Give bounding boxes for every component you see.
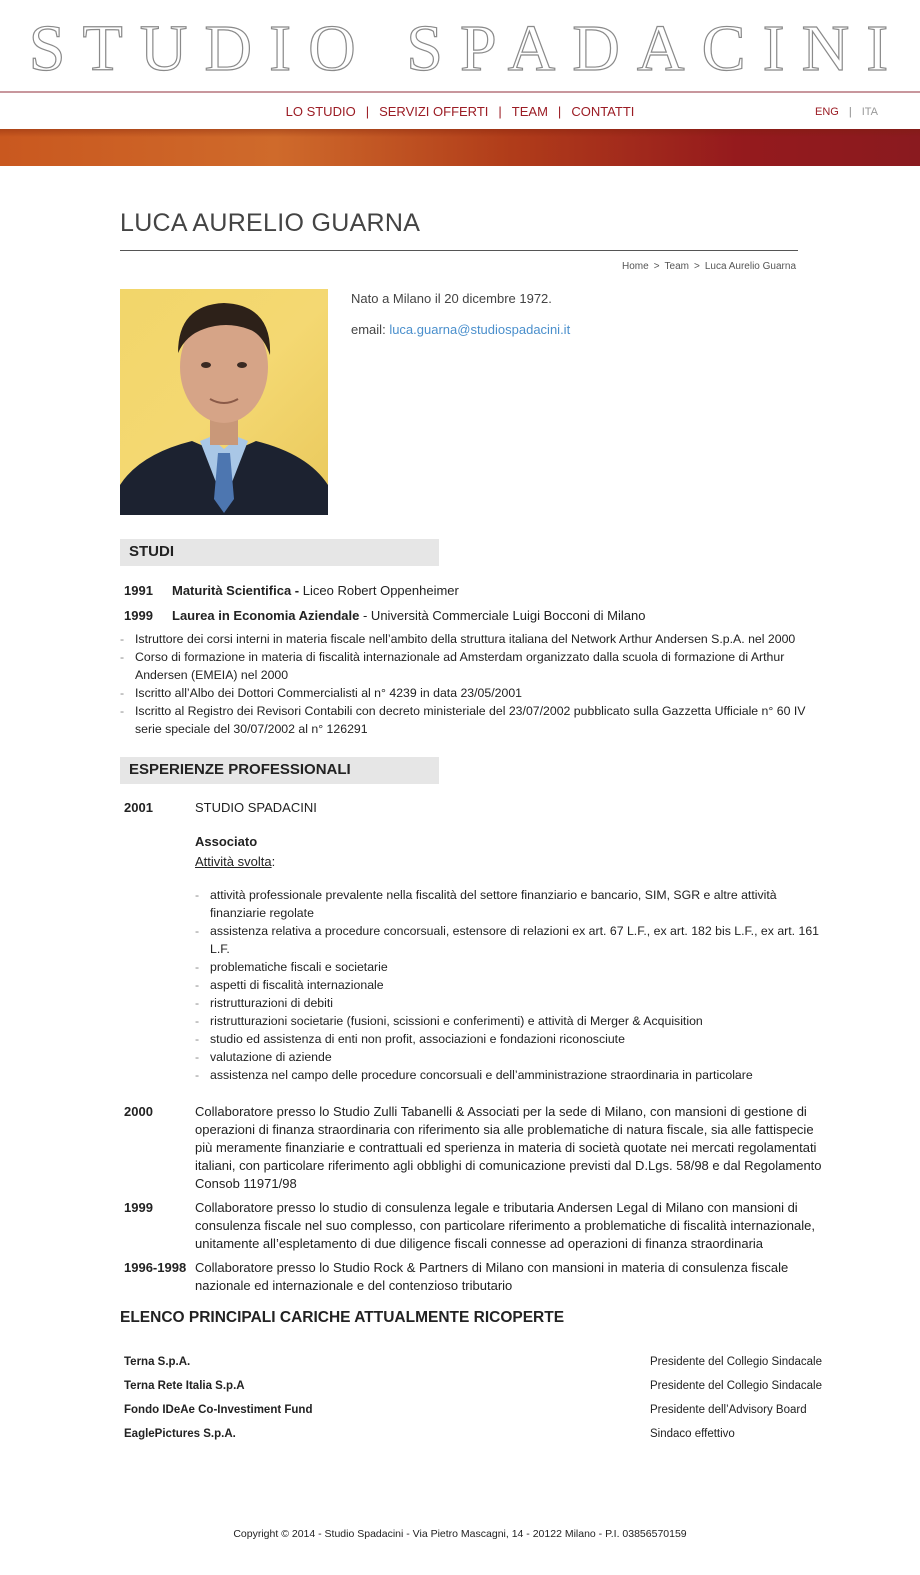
experience-entry <box>124 1103 824 1193</box>
profile-photo <box>120 289 328 515</box>
role-position: Presidente del Collegio Sindacale <box>650 1356 822 1368</box>
role-company: Fondo IDeAe Co-Investiment Fund <box>124 1404 313 1416</box>
experience-text: Collaboratore presso lo Studio Rock & Partners di Milano con mansioni in materia di consulenza fiscale nazionale ed internazionale e del contenzioso tributario <box>195 1260 789 1293</box>
breadcrumb-separator: > <box>653 261 660 272</box>
activity-colon: : <box>271 854 276 869</box>
role-company: EaglePictures S.p.A. <box>124 1428 236 1440</box>
list-item: - attività professionale prevalente nella fiscalità del settore finanziario e bancario, SIM, SGR e altre attività finanziarie regolate <box>195 886 820 922</box>
activity-label: Attività svolta <box>195 854 272 869</box>
list-item: - Iscritto al Registro dei Revisori Contabili con decreto ministeriale del 23/07/2002 pubblicato sulla Gazzetta Ufficiale n° 60 IV serie speciale del 30/07/2002 al n° 126291 <box>120 702 820 738</box>
activity-heading <box>195 853 824 871</box>
edu-detail: Liceo Robert Oppenheimer <box>302 583 459 598</box>
studi-heading: STUDI <box>120 539 439 566</box>
footer-copyright: Copyright © 2014 - Studio Spadacini - Via Pietro Mascagni, 14 - 20122 Milano - P.I. 03856570159 <box>233 1528 687 1540</box>
lang-separator: | <box>848 106 852 118</box>
list-item: - Corso di formazione in materia di fiscalità internazionale ad Amsterdam organizzato dalla scuola di formazione di Arthur Andersen (EMEIA) nel 2000 <box>120 648 820 684</box>
experience-text: Collaboratore presso lo Studio Zulli Tabanelli & Associati per la sede di Milano, con mansioni di gestione di operazioni di finanza straordinaria con riferimento sia alle problematiche di natura fiscale, sia alle fattispecie più meramente finanziarie e contrattuali ed sperienza in materia di società quotate nei mercati regolamentati italiani, con particolare riferimento agli obblighi di comunicazione previsti dal D.Lgs. 58/98 e dal Regolamento Consob 11971/98 <box>195 1104 822 1191</box>
nav-separator: | <box>557 104 562 119</box>
list-item: - problematiche fiscali e societarie <box>195 958 820 976</box>
site-logo[interactable]: STUDIO SPADACINI <box>28 12 906 85</box>
edu-title: Maturità Scientifica - <box>172 583 300 598</box>
breadcrumb <box>622 261 796 272</box>
experience-entry <box>124 1199 824 1253</box>
role-position: Sindaco effettivo <box>650 1428 735 1440</box>
experience-entry <box>124 799 824 871</box>
nav-servizi-offerti[interactable]: SERVIZI OFFERTI <box>379 104 489 119</box>
header-divider <box>0 91 920 93</box>
main-nav <box>0 104 920 119</box>
role-position: Presidente dell’Advisory Board <box>650 1404 807 1416</box>
breadcrumb-current: Luca Aurelio Guarna <box>704 261 796 272</box>
email-line <box>351 322 570 337</box>
experience-year: 1999 <box>124 1200 153 1215</box>
experience-role: Associato <box>195 834 258 849</box>
birth-info: Nato a Milano il 20 dicembre 1972. <box>351 291 552 306</box>
experience-year: 2000 <box>124 1104 153 1119</box>
breadcrumb-team[interactable]: Team <box>664 261 689 272</box>
list-item: - studio ed assistenza di enti non profit, associazioni e fondazioni riconosciute <box>195 1030 820 1048</box>
breadcrumb-separator: > <box>693 261 700 272</box>
header-banner <box>0 129 920 166</box>
table-row <box>124 1428 824 1440</box>
esperienze-heading: ESPERIENZE PROFESSIONALI <box>120 757 439 784</box>
lang-ita[interactable]: ITA <box>861 106 878 118</box>
activities-list <box>195 886 820 1084</box>
nav-separator: | <box>365 104 370 119</box>
nav-lo-studio[interactable]: LO STUDIO <box>285 104 356 119</box>
breadcrumb-home[interactable]: Home <box>622 261 649 272</box>
edu-year: 1991 <box>124 583 153 598</box>
edu-year: 1999 <box>124 608 153 623</box>
experience-year: 2001 <box>124 800 153 815</box>
nav-contatti[interactable]: CONTATTI <box>571 104 635 119</box>
list-item: - Iscritto all’Albo dei Dottori Commercialisti al n° 4239 in data 23/05/2001 <box>120 684 820 702</box>
experience-entry <box>124 1259 824 1295</box>
title-divider <box>120 250 798 251</box>
list-item: - Istruttore dei corsi interni in materia fiscale nell’ambito della struttura italiana del Network Arthur Andersen S.p.A. nel 2000 <box>120 630 820 648</box>
table-row <box>124 1356 824 1368</box>
nav-separator: | <box>498 104 502 119</box>
cariche-heading: ELENCO PRINCIPALI CARICHE ATTUALMENTE RICOPERTE <box>120 1309 565 1326</box>
list-item: - aspetti di fiscalità internazionale <box>195 976 820 994</box>
list-item: - valutazione di aziende <box>195 1048 820 1066</box>
list-item: - assistenza nel campo delle procedure concorsuali e dell’amministrazione straordinaria in particolare <box>195 1066 820 1084</box>
list-item: - assistenza relativa a procedure concorsuali, estensore di relazioni ex art. 67 L.F., ex art. 182 bis L.F., ex art. 161 L.F. <box>195 922 820 958</box>
edu-detail: - Università Commerciale Luigi Bocconi di Milano <box>362 608 646 623</box>
language-switcher <box>815 106 878 118</box>
role-position: Presidente del Collegio Sindacale <box>650 1380 822 1392</box>
nav-team[interactable]: TEAM <box>511 104 548 119</box>
list-item: - ristrutturazioni di debiti <box>195 994 820 1012</box>
list-item: - ristrutturazioni societarie (fusioni, scissioni e conferimenti) e attività di Merger & Acquisition <box>195 1012 820 1030</box>
edu-title: Laurea in Economia Aziendale <box>172 608 360 623</box>
bio-block <box>351 291 570 353</box>
page-title: LUCA AURELIO GUARNA <box>120 209 421 237</box>
experience-company: STUDIO SPADACINI <box>195 800 317 815</box>
email-label: email: <box>351 322 386 337</box>
table-row <box>124 1404 824 1416</box>
experience-text: Collaboratore presso lo studio di consulenza legale e tributaria Andersen Legal di Milano con mansioni di consulenza fiscale nel suo complesso, con particolare riferimento a problematiche di fiscalità internazionale, unitamente all’espletamento di due diligence fiscali connesse ad operazioni di finanza straordinaria <box>195 1200 815 1251</box>
email-link[interactable]: luca.guarna@studiospadacini.it <box>389 322 571 337</box>
role-company: Terna S.p.A. <box>124 1356 191 1368</box>
page-header <box>120 208 820 238</box>
role-company: Terna Rete Italia S.p.A <box>124 1380 245 1392</box>
experience-year: 1996-1998 <box>124 1260 187 1275</box>
table-row <box>124 1380 824 1392</box>
studi-list <box>120 630 820 738</box>
edu-row <box>124 583 459 598</box>
edu-row <box>124 608 645 623</box>
lang-eng[interactable]: ENG <box>815 106 839 118</box>
